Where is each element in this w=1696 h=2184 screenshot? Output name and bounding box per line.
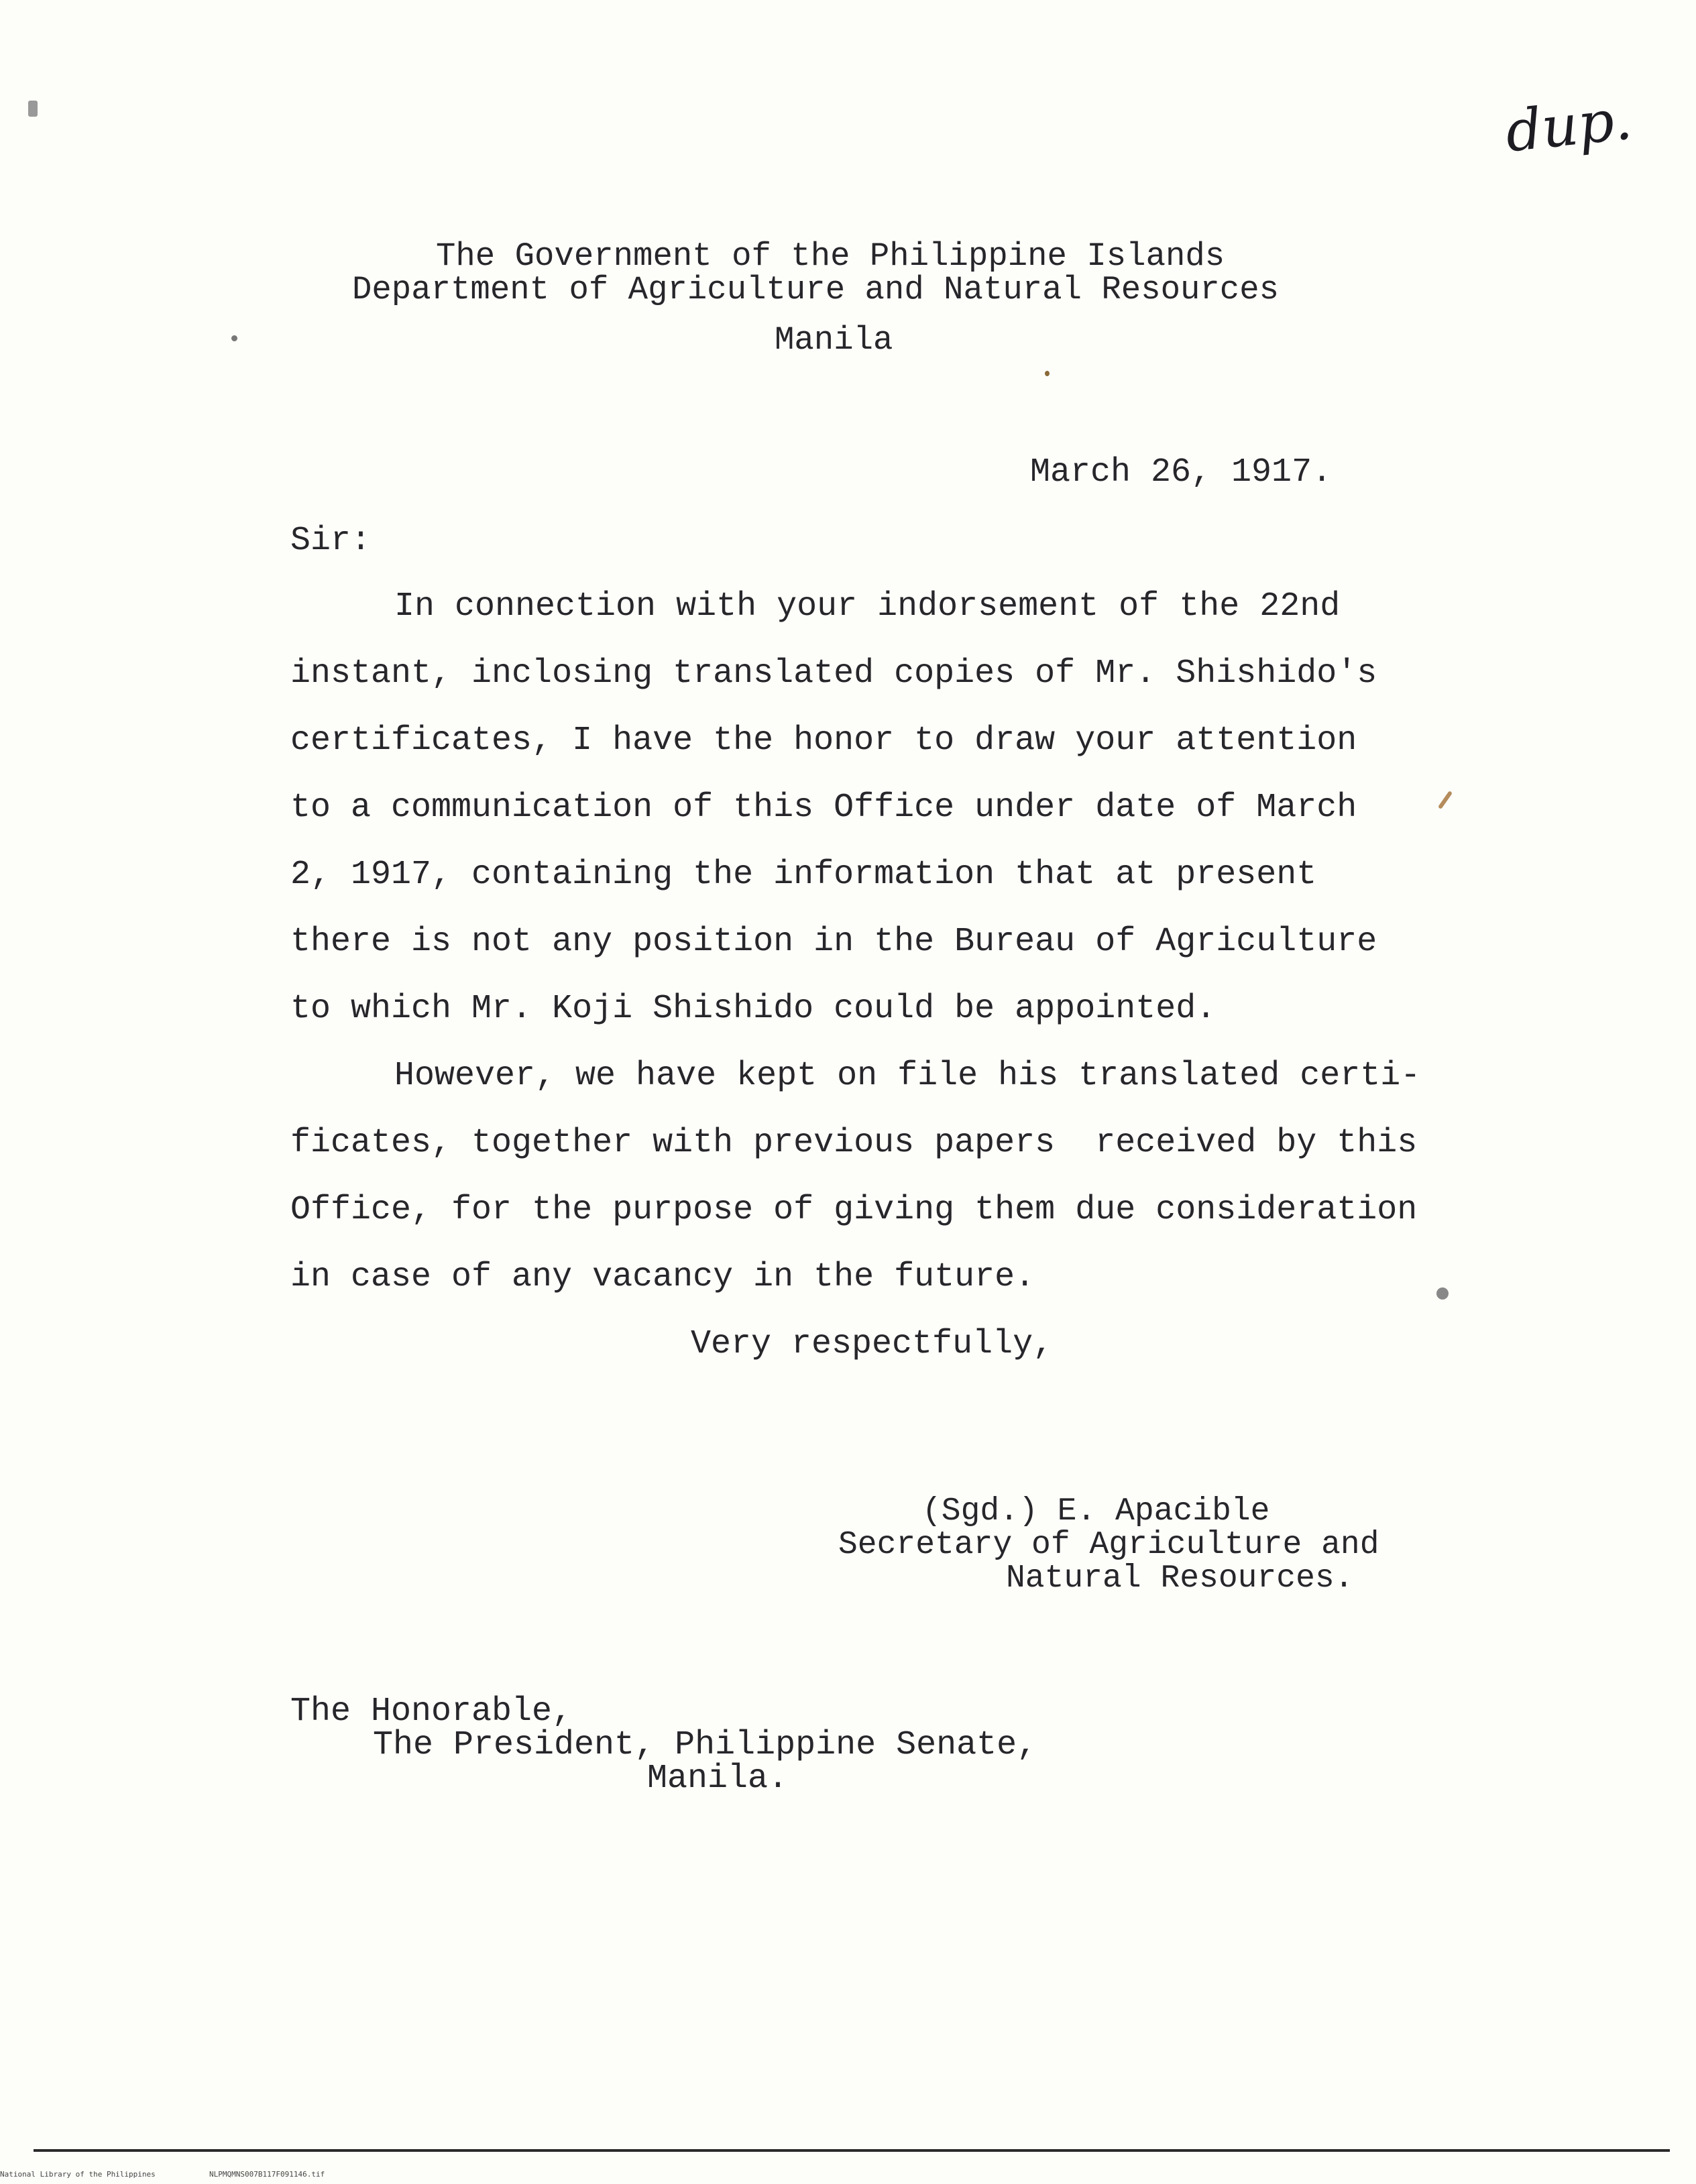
footer-library-label: National Library of the Philippines	[0, 2170, 156, 2179]
footer-file-name: NLPMQMNS007B117F091146.tif	[209, 2170, 325, 2179]
paper-speck	[231, 335, 237, 341]
paragraph-1-line: to a communication of this Office under date of March	[290, 789, 1357, 827]
paragraph-1-line: instant, inclosing translated copies of Mr. Shishido's	[290, 654, 1377, 693]
paragraph-2-line: Office, for the purpose of giving them due consideration	[290, 1191, 1418, 1229]
paper-speck	[1045, 371, 1050, 376]
paper-speck	[28, 101, 38, 117]
paragraph-1-line: there is not any position in the Bureau of Agriculture	[290, 923, 1377, 961]
letterhead-line-2: Department of Agriculture and Natural Resources	[352, 271, 1280, 308]
letter-date: March 26, 1917.	[1030, 453, 1333, 492]
closing: Very respectfully,	[691, 1325, 1054, 1363]
paper-speck	[1436, 1287, 1449, 1300]
addressee-line-1: The Honorable,	[290, 1692, 573, 1731]
paragraph-1-line: 2, 1917, containing the information that at present	[290, 856, 1317, 894]
addressee-line-3: Manila.	[647, 1760, 789, 1798]
signature-name: (Sgd.) E. Apacible	[922, 1493, 1270, 1530]
paragraph-1-line: certificates, I have the honor to draw your attention	[290, 722, 1357, 760]
signature-title-2: Natural Resources.	[1006, 1560, 1354, 1597]
handwritten-annotation: dup.	[1502, 86, 1635, 165]
paper-speck	[1438, 791, 1453, 809]
paragraph-2-line: in case of any vacancy in the future.	[290, 1258, 1035, 1296]
paragraph-2-line: However, we have kept on file his translated certi-	[394, 1057, 1421, 1095]
paragraph-1-line: In connection with your indorsement of the 22nd	[394, 587, 1341, 626]
signature-title-1: Secretary of Agriculture and	[838, 1527, 1379, 1563]
scan-edge-rule	[34, 2149, 1670, 2152]
letterhead-line-1: The Government of the Philippine Islands	[436, 237, 1225, 275]
paragraph-2-line: ficates, together with previous papers received by this	[290, 1124, 1418, 1162]
salutation: Sir:	[290, 522, 372, 560]
letterhead-line-3: Manila	[775, 321, 893, 359]
paragraph-1-line: to which Mr. Koji Shishido could be appointed.	[290, 990, 1217, 1028]
addressee-line-2: The President, Philippine Senate,	[373, 1726, 1037, 1764]
